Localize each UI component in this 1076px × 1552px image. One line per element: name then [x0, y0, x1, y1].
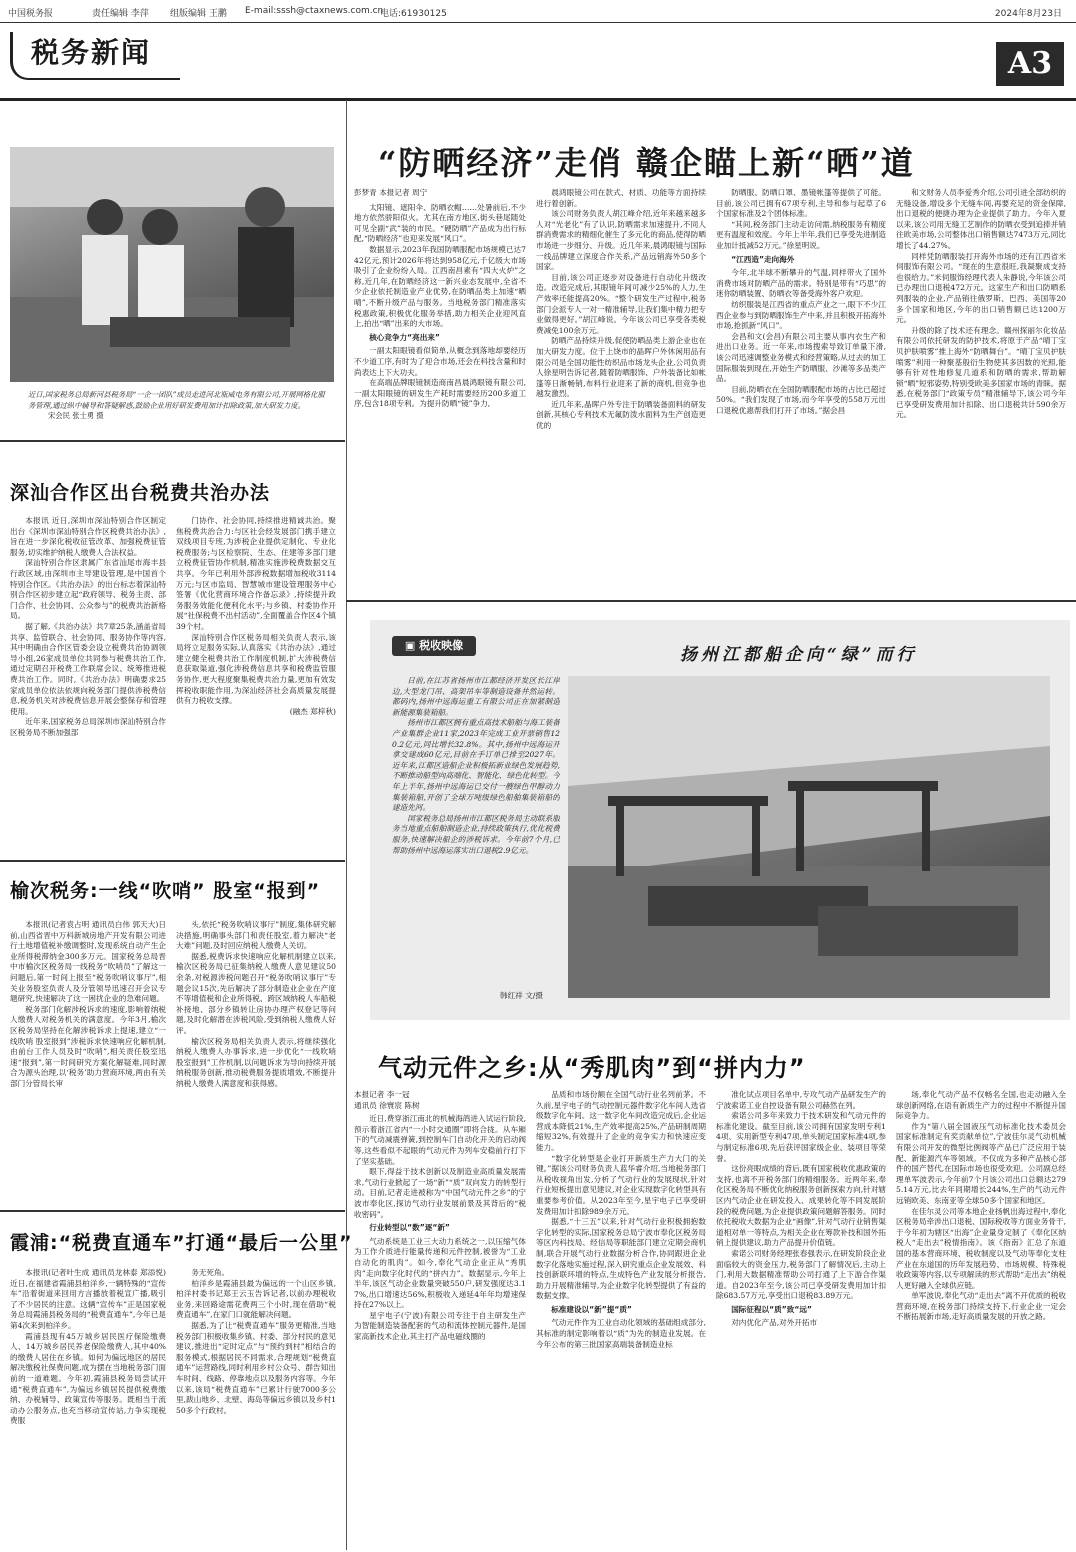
headline-sun-economy: “防晒经济”走俏 赣企瞄上新“晒”道 [378, 144, 915, 182]
paragraph: 作为“第八届全国液压气动标准化技术委员会国家标准制定有奖贡献单位”,宁波佳尔灵气动机械有限公司开发的微型比例阀等产品已广泛应用于装配、新能源汽车等领域。不仅成为多种产品核心部件的国产替代,在国际市场也很受欢迎。公司副总经理单军波表示,今年前7个月该公司出口总额达2795.14万元,比去年同期增长244%,生产的气动元件远销欧美、东南亚等全球50多个国家和地区。 [896, 1121, 1066, 1205]
photo-caption: 近日,国家税务总局新河县税务局“一企一团队”成员走进河北瓶威电务有限公司,开展网格化服务管理,通过纵中辅导和答疑解惑,鼓励企业用好研发费用加计扣除政策,加大研发力度。宋会民 张士勇 摄 [28, 390, 325, 420]
paragraph: 气动元件作为工业自动化领域的基础组成部分,其标准的制定影响着以“质”为先的制造业发展。在今年公布的第三批国家高端装备制造业标 [536, 1318, 706, 1349]
paragraph: 防晒服、防晒口罩、墨镜帐篷等提供了可能。目前,该公司已拥有67项专利,主导和参与起草了6个国家标准及2个团体标准。 [716, 188, 886, 219]
paragraph: 眼下,得益于技术创新以及制造业高质量发展需求,气动行业掀起了一场“新”“质”双向发力的转型行动。目前,记者走进被称为“中国气动元件之乡”的宁波市奉化区,探访气动行业发展前景及其背后的“税收密码”。 [354, 1167, 526, 1219]
xiapu-col2 [176, 1268, 336, 1544]
paragraph: 对内优化产品,对外开拓市 [731, 1318, 818, 1328]
paragraph: 单军波说,奉化气动“走出去”离不开优质的税收营商环境,在税务部门持续支持下,行业企业一定会不断拓展新市场,走好高质量发展的开放之路。 [896, 1291, 1066, 1322]
paper-name: 中国税务报 [8, 9, 54, 19]
paragraph: 这份亮眼成绩的背后,既有国家税收优惠政策的支持,也离不开税务部门的精细服务。近两年来,奉化区税务局不断优化纳税服务创新探索方向,针对辖区内气动企业在研发投入、成果转化等不同发展阶段的税费问题,为企业提供政策问题解答服务。同时依托税收大数据为企业“画像”,针对气动行业销售渠道相对单一等特点,为相关企业在筹款补技和国外拓销上提供建议,助力产品提升价值链。 [716, 1164, 886, 1248]
paragraph: 太阳镜、遮阳伞、防晒衣帽……处暑前后,不少地方依然骄阳似火。尤其在南方地区,街头巷尾随处可见全副“武”装的市民。“硬防晒”产品成为出行标配,“防晒经济”也迎来发展“风口”。 [354, 202, 526, 244]
photo-scene [10, 147, 334, 382]
paragraph: “其间,税务部门主动走访问需,纳税服务有精度更有温度和效度。今年上半年,我们已享受先进制造业加计抵减52万元。”徐星明说。 [716, 219, 886, 250]
paragraph: 纺织服装是江西省的重点产业之一,眼下不少江西企业参与到防晒服饰生产中来,并且积极开拓海外市场,抢抓新“风口”。 [716, 299, 886, 331]
shenshan-col1 [10, 516, 166, 852]
paragraph: 索诺公司财务经理张春强表示,在研发阶段企业面临较大的资金压力,税务部门了解情况后,主动上门,利用大数据精准帮助公司打通了上下游合作渠道。自2023年至今,该公司已享受研发费用加计扣除683.57万元,享受出口退税83.89万元。 [716, 1248, 886, 1301]
paragraph: 晨鸿眼镜公司在款式、材质、功能等方面持续进行着创新。 [536, 188, 706, 208]
phone: 电话:61930125 [380, 9, 447, 19]
paragraph: 在高端品牌眼镜制造商南昌晨鸿眼镜有限公司,一副太阳眼镜的研发生产耗时需要经历200多道工序,包含18项专利。为提升防晒“镜”争力, [354, 378, 526, 409]
yuci-col1-text [10, 920, 166, 1090]
paragraph: 日前,在江苏省扬州市江都经济开发区长江岸边,大型龙门吊、高架吊车等制造设备井然运转。都码内,扬州中远海运重工有限公司正在加紧制造新能源集装箱船。 [392, 676, 560, 717]
paragraph: 头,依托“税务吹哨议事厅”制度,集体研究解决措施,明确事头部门和责任股室,着力解决“老大难”问题,及时回应纳税人缴费人关切。 [176, 920, 336, 951]
headline-yuci: 榆次税务:一线“吹哨” 股室“报到” [10, 880, 321, 902]
xiapu-col1 [10, 1268, 166, 1544]
paragraph: 在佳尔灵公司等本地企业扬帆出海过程中,奉化区税务局牵涉出口退税、国际税收等方面业务骨干,于今年初为辖区“出海”企业量身定制了《奉化区纳税人“走出去”税情指南》。该《指南》汇总了东道国的基本营商环境、税收制度以及气动等奉化支柱产业在东道国的历年发展趋势、市场规模、特殊税收政策等内容,以专项解读的形式帮助“走出去”纳税人更好融入全球供应链。 [896, 1206, 1066, 1290]
paragraph: 深汕特别合作区税务局相关负责人表示,该局将立足服务实际,认真落实《共治办法》,通过建立健全税费共治工作制度机制,扩大涉税费信息获取渠道,强化涉税费信息共享和税费监管服务协作,更大程度聚集税费共治力量,更加有效发挥税收职能作用,为深汕经济社会高质量发展提供有力税收支撑。 [176, 632, 336, 706]
masthead-bar [0, 6, 1076, 18]
headline-pneumatic: 气动元件之乡:从“秀肌肉”到“拼内力” [378, 1054, 806, 1082]
xiapu-col1-text [10, 1268, 166, 1427]
shipyard-scene [568, 676, 1050, 998]
paragraph: 今年,北半球不断攀升的气温,同样带火了国外消费市场对防晒产品的需求。特别是带有“巧思”的迷你防晒装置、防晒衣等备受海外客户欢迎。 [716, 268, 886, 299]
editor: 责任编辑 李萍 [92, 9, 149, 19]
paragraph: 税务部门化解涉税诉求的速度,影响着纳税人缴费人对税务机关的满意度。今年3月,榆次区税务局坚持在化解涉税诉求上提速,建立“一线吹哨 股室报到”涉税诉求快速响应化解机制,由前台工作人员及时“吹哨”,相关责任股室迅速“报到”,第一时间研究方案化解疑难,同时源合为源头治理,以‘税务’助力营商环境,两由有关部门分管局长审 [10, 1004, 166, 1088]
paragraph: 据悉,“十三五”以来,针对气动行业积极拥抱数字化转型的实际,国家税务总局宁波市奉化区税务局等区内科技局、经信局等职能部门建立定期会商机制,联合开展气动行业数据分析合作,协同跟进企业数字化落地实施过程,深入研究重点企业发展效、科技创新联环增的特点,生成特色产业发展分析报告,助力开展精准辅导,为企业数字化转型提供了有益的数据支撑。 [536, 1217, 706, 1301]
paragraph: 霞浦县现有45万城乡居民医疗保险缴费人、14万城乡居民养老保险缴费人,其中40%的缴费人居住在乡镇。如何为偏远地区的居民解决缴税社保费问题,成为摆在当地税务部门面前的一道难题。今年初,霞浦县税务局尝试开通“税费直通车”,为偏远乡镇居民提供税费缴纳、办税辅导、政策宣传等服务。既相当于流动办公服务点,也充当移动宣传站,力争实现税费服 [10, 1331, 166, 1426]
paragraph: 气动系统是工业三大动力系统之一,以压缩气体为工作介质进行能量传递和元件控制,被誉为“工业自动化的肌肉”。如今,奉化气动企业正从“秀肌肉”走向数字化时代的“拼内力”。数据显示,今年上半年,该区气动企业数量突破550户,研发强度达3.17%,出口增速达56%,积极收入递延4年年均增速保持在27%以上。 [354, 1236, 526, 1310]
paragraph: 星宇电子(宁波)有限公司专注于自主研发生产为智能制造装备配套的气动和流体控制元器件,是国家高新技术企业,其主打产品电磁线圈的 [354, 1310, 526, 1342]
tax-image-logo: ▣ 税收映像 [392, 636, 476, 656]
paragraph: 一副太阳眼镜看似简单,从概念到落地却要经历不少道工序,有时为了迎合市场,还会在科技含量和时尚表达上下大功夫。 [354, 346, 526, 377]
layout-editor: 组版编辑 王鹏 [170, 9, 227, 19]
paragraph: 榆次区税务局相关负责人表示,将继续强化纳税人缴费人办事诉求,进一步优化“一线吹哨 股室报到”工作机制,以问题诉求为导向持续开展纳税服务创新,推动税费服务提质增效,不断提升纳税人缴费人满意度和获得感。 [176, 1036, 336, 1088]
paragraph: 目前,防晒衣在全国防晒服配市场的占比已超过50%。“我们发现了市场,而今年享受的558万元出口退税优惠帮我们打开了市场。”据会昌 [716, 384, 886, 415]
issue-date: 2024年8月23日 [994, 9, 1062, 19]
paragraph: 目前,该公司正逐步对设备进行自动化升级改造。改造完成后,其眼镜年间可减少25%的人力,生产效率还能提高20%。“整个研发生产过程中,税务部门会派专人一对一精准辅导,让我们集中精力把专业做得更好。”胡江峰说。今年该公司已享受各类税费减免100余万元。 [536, 272, 706, 335]
shenshan-col2-text [176, 516, 336, 707]
paragraph: 升级的除了技术还有理念。赣州探丽尔化妆品有限公司依托研发的防护技术,将原于产品“晴丁宝贝护肤喷雾”推上海外“防晒舞台”。“晴丁宝贝护肤喷雾”利用一种聚基般衍生物使其多因数的光照,能够有针对性地修复几道系和防晒的需求,帮助解锁“晒”短邪姿势,特别受欧美多国家市场的青睐。据悉,在税务部门“政策专员”精准辅导下,该公司今年已享受研发费用加计扣除、出口退税共计590余万元。 [896, 325, 1066, 420]
subheading: “江西造”走向海外 [731, 254, 795, 264]
paragraph: 近日,费穿浙江南北的机械海鸽进入试运行阶段,预示着浙江省内“一小时交通圈”即将合拢。从车厢下的气动减震弹簧,到控制车门自动化开关的启动阀等,这些看似不起眼的气动元件为列车安稳前行打下了坚实基础。 [354, 1114, 526, 1166]
paragraph: 该公司财务负责人胡江峰介绍,近年来越来越多人对“光老化”有了认识,防晒需求加速提升,不同人群消费需求的精细化催生了多元化的商品,使得防晒市场进一步细分、升级。近几年来,晨鸿眼镜与国际一线品牌建立深度合作关系,产品远销海外50多个国家。 [536, 209, 706, 272]
qd-byline: 本报记者 李一冠 通讯员 徐寰宸 陈树 [354, 1090, 420, 1110]
paragraph: 本报讯 近日,深圳市深汕特别合作区制定出台《深圳市深汕特别合作区税费共治办法》,旨在进一步深化税收征管改革、加强税费征管服务,切实维护纳税人缴费人合法权益。 [10, 516, 166, 557]
yangzhou-text-body [392, 676, 560, 856]
main-col4-text [896, 188, 1066, 421]
yangzhou-credit: 韩红祥 文/摄 [500, 991, 543, 1000]
paragraph: “数字化转型是企业打开新质生产力大门的关键。”据该公司财务负责人蓝华睿介绍,当地税务部门从税收视角出发,分析了气动行业的发展现状,针对行业短板提出意见建议,对企业实现数字化转型具有重要参考价值。从2023年至今,星宇电子已享受研发费用加计扣除989余万元。 [536, 1153, 706, 1216]
paragraph: 防晒产品持续升级,促使防晒品类上游企业也在加大研发力度。位于上饶市的晶晖户外休闲用品有限公司是全国功能性纺织品市场龙头企业,公司负责人徐星明告诉记者,随着防晒服饰、户外装备比如帐篷等日渐畅销,布料行业迎来了新的商机,但竞争也越发激烈。 [536, 336, 706, 399]
paragraph: 会昌和文(会昌)有限公司主要从事内衣生产和进出口业务。近一年来,市场搜索导致订单量下滑,该公司迅速调整业务模式和经营策略,从过去的加工国际服装到现在,开始生产防晒服、沙滩等多品类产品。 [716, 331, 886, 384]
qd-col1-text [354, 1114, 526, 1342]
paragraph: 门协作、社会协同,持续推进精诚共治。聚焦税费共治合力:与区社会经发展部门携手建立双线项目专班,为涉税企业提供定制化、专业化税费服务;与区检察院、生态、住建等多部门建立税费征管协作机制,精准实施涉税费数据交互共享。今年已利用外部涉税数据增加税收3114万元;与区市监局、智慧城市建设管理服务中心签署《优化营商环境合作备忘录》,持续提升政务服务效能化便利化水平;与乡镇、村委协作开展“社保税费不出村活动”,全面覆盖合作区4个镇39个村。 [176, 516, 336, 631]
paragraph: 近年来,国家税务总局深圳市深汕特别合作区税务局不断加强部 [10, 717, 166, 737]
paragraph: 据悉,为了让“税费直通车”服务更精准,当地税务部门积极收集乡镇、村委、部分村民的意见建议,推进出“定时定点”与“预约到村”相结合的服务模式,根据居民不同需求,合理规划“税费直通车”运营路线,同时利用乡村公众号、群告知出车时间、线路、停靠地点以及服务内容等。今年以来,该局“税费直通车”已累计行驶7000多公里,跋山地乡、北壁、海岛等偏远乡镇以及乡村150多个行政村。 [176, 1320, 336, 1415]
main-byline: 彭梦青 本报记者 周宁 [354, 188, 428, 197]
subheading: 核心竞争力“亮出来” [369, 332, 440, 342]
headline-yangzhou: 扬州江都船企向“绿”而行 [680, 645, 918, 665]
paragraph: 和文财务人员李爱秀介绍,公司引进全部纺织的无缝设备,增设多个无缝车间,再要充足的资金保障,出口退税的便捷办理为企业提供了助力。今年入夏以来,该公司用无缝工艺制作的防晒衣受到追捧并销往欧美市场,公司整体出口销售额达7473万元,同比增长了44.27%。 [896, 188, 1066, 250]
headline-xiapu: 霞浦:“税费直通车”打通“最后一公里” [10, 1232, 353, 1254]
qd-col4-text [896, 1090, 1066, 1323]
qd-col2-text [536, 1090, 706, 1350]
paragraph: 柏洋乡是霞浦县最为偏远的一个山区乡镇,柏洋村委书记郑王云玉告诉记者,以前办理税收业务,来回路途需花费两三个小时,现在借助“税费直通车”,在家门口就能解决问题。 [176, 1278, 336, 1320]
headline-shenshan: 深汕合作区出台税费共治办法 [10, 482, 271, 504]
xiapu-col2-text [176, 1268, 336, 1416]
qd-col1 [354, 1090, 526, 1546]
main-col2 [536, 188, 706, 578]
paragraph: 近几年来,晶晖户外专注于防晒装备面料的研发创新,其核心专利技术无氟防泼水面料为生产创造更优的 [536, 399, 706, 431]
section-title: 税务新闻 [10, 32, 180, 80]
page-number: A3 [996, 42, 1064, 86]
paragraph: 准化试点项目名单中,专攻气动产品研发生产的宁波索诺工业自控设备有限公司赫然在列。 [716, 1090, 886, 1110]
main-col2-text [536, 188, 706, 432]
paragraph: 场,奉化气动产品不仅畅名全国,也走动融入全球创新网络,在语有新质生产力的过程中不断提升国际竞争力。 [896, 1090, 1066, 1121]
shenshan-col2 [176, 516, 336, 852]
photo-shipyard [568, 676, 1050, 998]
yangzhou-text [392, 676, 560, 998]
main-col4 [896, 188, 1066, 578]
main-col1 [354, 188, 526, 578]
yuci-col1 [10, 920, 166, 1206]
paragraph: 深汕特别合作区隶属广东省汕尾市海丰县行政区域,由深圳市主导建设管理,是中国首个特别合作区。《共治办法》的出台标志着深汕特别合作区初步建立起“政府领导、税务主责、部门合作、社会协同、公众参与”的税费共治新格局。 [10, 558, 166, 621]
subheading: 标准建设以“新”提“质” [551, 1304, 632, 1314]
qd-col3-text [716, 1090, 886, 1329]
main-col3 [716, 188, 886, 578]
paragraph: 扬州市江都区拥有重点高技术船舶与海工装备产业集群企业11家,2023年完成工业开票销售120.2亿元,同比增长32.8%。其中,扬州中远海运开拿交建成60亿元,目前在手订单已排至2027年。近年来,江都区造船企业积极拓新业绿色发展趋势,不断推动船型向高端化、智能化、绿色化转型。今年上半年,扬州中远海运已交付一艘绿色甲醇动力集装箱船,开创了全球万吨级绿色船舶集装箱船的建造先河。 [392, 718, 560, 813]
paragraph: 本报讯(记者袁占明 通讯员白伟 郭天大)日前,山西省晋中万科新城房地产开发有限公司进行土地增值税补缴调整时,发现系统自动产生企业所得税滞纳金300多万元。国家税务总局晋中市榆次区税务局一线税务“吹哨员”了解这一问题后,第一时间上报至“税务吹哨议事厅”,相关业务股室负责人及分管领导迅速召开会议专题研究,快速解决了这一困扰企业的急难问题。 [10, 920, 166, 1004]
shenshan-credit: (融杰 郑梓秋) [289, 706, 336, 716]
paragraph: 同样凭防晒服装打开海外市场的还有江西省米伺服饰有限公司。“现在的生意很旺,我凝聚成支持也很给力。”米伺服饰经理代表人朱静说,今年该公司已办理出口退税472万元。这家生产和出口防晒系列服装的企业,产品销往俄罗斯、巴西、美国等20多个国家和地区,今年的出口销售额已达1200万元。 [896, 251, 1066, 325]
email: E-mail:sssh@ctaxnews.com.cn [245, 6, 384, 16]
yuci-col2-text [176, 920, 336, 1090]
camera-icon: ▣ [404, 639, 420, 652]
qd-col4 [896, 1090, 1066, 1546]
paragraph: 数据显示,2023年我国防晒服配市场规模已达742亿元,预计2026年将达到958亿元,千亿级大市场吸引了企业纷纷入局。江西南昌素有“四大火炉”之称,近几年,在防晒经济这一新兴业态发展中,全省不少企业依托制造业产业优势,在防晒品类上加速“晒晴”,不断升级产品与服务。当地税务部门精准落实税惠政策,积极优化服务举措,助力相关企业迎风直上,拍出“晒”出来的大市场。 [354, 244, 526, 329]
subheading: 国际征程以“质”致“远” [731, 1304, 812, 1314]
main-col1-text [354, 203, 526, 410]
paragraph: 据了解,《共治办法》共7章25条,涵盖省局共享、监管联合、社会协同、服务协作等内容,其中明确由合作区管委会设立税费共治协调领导小组,26家成员单位共同参与税费共治工作,通过定期召开税费工作联席会议、统筹推进税费共治工作。同时,《共治办法》明确要求25家成员单位依法依规向税务部门提供涉税费信息,税务机关对涉税费信息开展会整保存和管理使用。 [10, 621, 166, 716]
qd-col3 [716, 1090, 886, 1546]
photo-credit: 宋会民 张士勇 摄 [48, 411, 104, 420]
paragraph: 索诺公司多年来致力于技术研发和气动元件的标准化建设。截至目前,该公司拥有国家发明专利14项、实用新型专利47项,单头制定国家标准4项,参与制定标准6项,先后获评国家级企业、装项目等荣誉。 [716, 1111, 886, 1163]
shenshan-col1-text [10, 516, 166, 738]
paragraph: 本报讯(记者叶生成 通讯员龙林泰 郑添悦)近日,在福建省霞浦县柏洋乡,一辆特殊的“宣传车”沿着街道来回用方言播放着税宣广播,吸引了不少居民的注意。这辆“宣传车”正是国家税务总局霞浦县税务局的“税费直通车”,今年已是第4次来到柏洋乡。 [10, 1268, 166, 1330]
subheading: 行业转型以“数”逐“新” [369, 1223, 450, 1233]
photo-tax-officers [10, 147, 334, 382]
yuci-col2 [176, 920, 336, 1206]
paragraph: 品质和市场份额在全国气动行业名列前茅。不久前,星宇电子的气动控制元器件数字化车间人选省级数字化车间。这一数字化车间改造完成后,企业运营成本降低21%,生产效率提高25%,产品研制周期缩短32%,有效提升了企业的竞争实力和快速应变能力。 [536, 1090, 706, 1152]
qd-col2 [536, 1090, 706, 1546]
paragraph: 务无死角。 [191, 1268, 230, 1277]
paragraph: 据悉,税费诉求快速响应化解机制建立以来,榆次区税务局已征集纳税人缴费人意见建议50余条,对税源涉税问题召开“税务吹哨议事厅”专题会议15次,先后解决了部分制造业企业在产度不等增值税和企业所得税、跨区域纳税人车船税补接地、部分乡镇转让房协办理产权登记等问题,及时化解潜在涉税风险,受到纳税人缴费人好评。 [176, 951, 336, 1035]
paragraph: 国家税务总局扬州市江都区税务局主动联系服务当地重点船舶制造企业,持续政策执行,优化税费服务,快速解决船企的涉税诉求。今年前7个月,已帮助扬州中远海运落实出口退税2.9亿元。 [392, 813, 560, 855]
main-col3-text [716, 188, 886, 416]
